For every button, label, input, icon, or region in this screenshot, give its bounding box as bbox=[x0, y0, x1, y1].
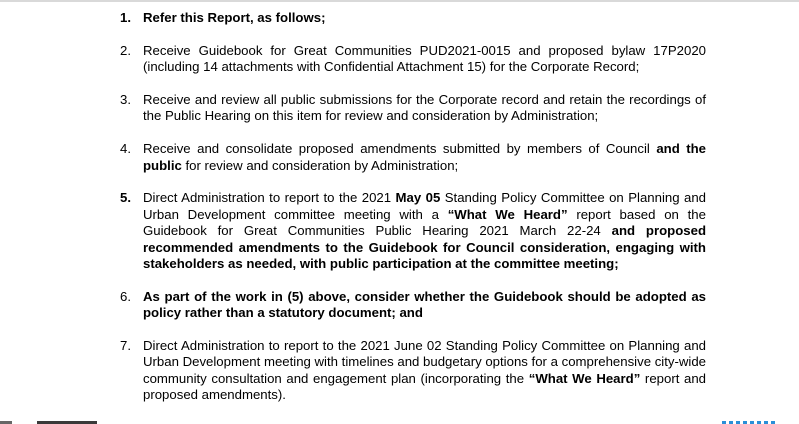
item-text-bold: and the public bbox=[143, 141, 707, 173]
document-page bbox=[0, 10, 799, 420]
item-text-bold: “What We Heard” bbox=[528, 370, 641, 386]
list-item bbox=[0, 190, 706, 272]
item-text-bold: and proposed recommended amendments to the Guidebook for Council consideration, engaging with stakeholders as needed, with public participation at the committee meeting; bbox=[143, 223, 707, 272]
item-text: Receive and consolidate proposed amendments submitted by members of Council bbox=[143, 141, 657, 157]
item-text-bold: Refer this Report, as follows; bbox=[143, 10, 326, 25]
item-text-bold: “What We Heard” bbox=[447, 206, 568, 222]
list-item bbox=[0, 43, 706, 76]
list-item bbox=[0, 92, 706, 125]
page-top-edge bbox=[0, 0, 799, 2]
item-number: 4. bbox=[120, 141, 131, 157]
item-number: 7. bbox=[120, 338, 131, 354]
item-text: report and proposed amendments). bbox=[143, 370, 707, 403]
item-number: 6. bbox=[120, 288, 131, 304]
list-item bbox=[0, 10, 706, 26]
list-item bbox=[0, 338, 706, 404]
item-number: 2. bbox=[120, 42, 131, 58]
item-text: report based on the Guidebook for Great Communities Public Hearing 2021 March 22-24 bbox=[143, 206, 706, 239]
item-text-bold: As part of the work in (5) above, consider whether the Guidebook should be adopted as policy rather than a statutory document; and bbox=[143, 288, 706, 321]
recommendation-list bbox=[0, 10, 799, 404]
item-text: Direct Administration to report to the 2021 bbox=[143, 190, 396, 206]
item-text: Receive Guidebook for Great Communities PUD2021-0015 and proposed bylaw 17P2020 (including 14 attachments with Confidential Attachment 15) for the Corporate Record; bbox=[143, 42, 706, 75]
item-number: 3. bbox=[120, 92, 131, 107]
item-text: Direct Administration to report to the 2021 June 02 Standing Policy Committee on Planning and Urban Development meeting with timelines and budgetary options for a comprehensive city-wide community consultation and engagement plan (incorporating the bbox=[143, 338, 706, 386]
item-text: for review and consideration by Administration; bbox=[181, 157, 459, 173]
item-text: Standing Policy Committee on Planning and Urban Development committee meeting with a bbox=[143, 190, 706, 222]
item-number: 5. bbox=[120, 190, 131, 206]
list-item bbox=[0, 141, 706, 174]
list-item bbox=[0, 289, 706, 322]
item-text: Receive and review all public submissions for the Corporate record and retain the recordings of the Public Hearing on this item for review and consideration by Administration; bbox=[143, 92, 706, 124]
item-number: 1. bbox=[120, 10, 131, 25]
item-text-bold: May 05 bbox=[395, 190, 441, 206]
